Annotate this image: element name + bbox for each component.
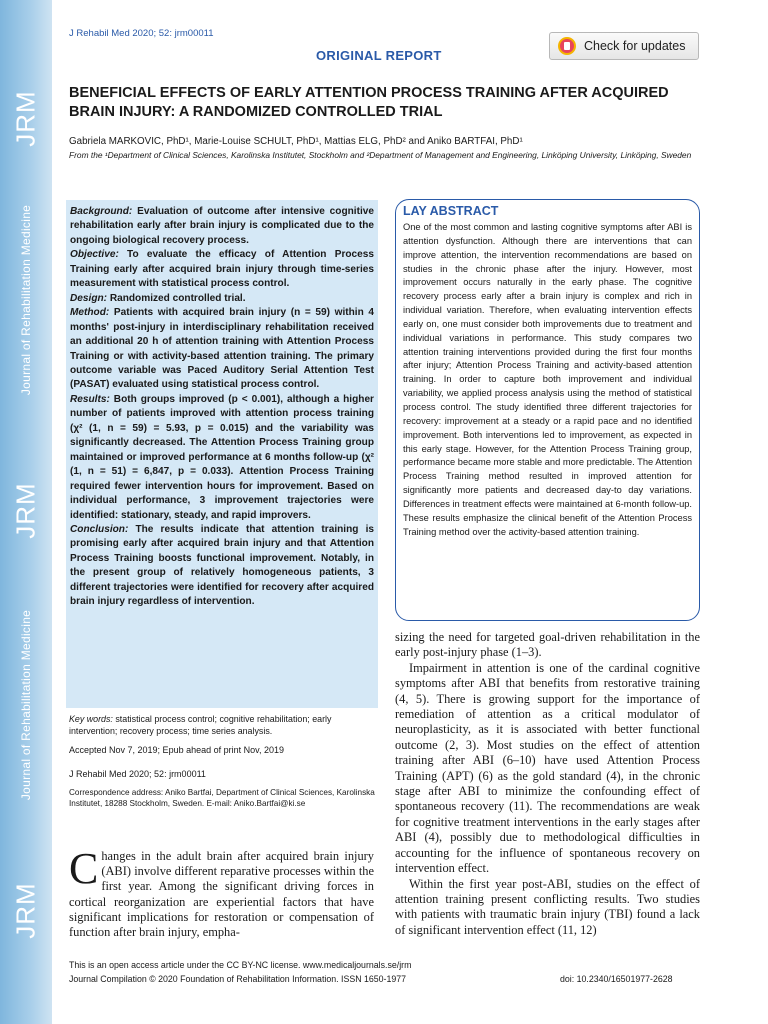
sidebar-jrm-logo: JRM bbox=[10, 89, 41, 147]
abstract-objective: Objective: To evaluate the efficacy of Attention Process Training early after acquired brain injury through time-series measurement with statistical process control. bbox=[70, 249, 374, 290]
sidebar-journal-name: Journal of Rehabilitation Medicine bbox=[19, 204, 33, 396]
body-right-column bbox=[395, 630, 700, 938]
body-paragraph: sizing the need for targeted goal-driven rehabilitation in the early post-injury phase (1–3). bbox=[395, 630, 700, 660]
license-note: This is an open access article under the CC BY-NC license. www.medicaljournals.se/jrm bbox=[69, 960, 412, 970]
journal-sidebar bbox=[0, 0, 52, 1024]
lay-abstract-box bbox=[395, 199, 700, 621]
keywords: Key words: statistical process control; cognitive rehabilitation; early intervention; recovery process; time series analysis. bbox=[69, 714, 332, 736]
header-citation: J Rehabil Med 2020; 52: jrm00011 bbox=[69, 28, 214, 39]
abstract-conclusion: Conclusion: The results indicate that attention training is promising early after acquired brain injury and that Attention Process Training boosts functional improvement. Notably, in the present group of relatively homogeneous patients, 3 different trajectories were identified for recovery after acquired brain injury regardless of intervention. bbox=[70, 523, 374, 608]
drop-cap: C bbox=[69, 844, 99, 893]
structured-abstract bbox=[66, 200, 378, 708]
citation: J Rehabil Med 2020; 52: jrm00011 bbox=[69, 769, 206, 779]
body-left-column: Changes in the adult brain after acquired brain injury (ABI) involve different reparative processes within the first year. Among the significant driving forces in cortical reorganization are experiential factors that have significant implications for restoration or compensation of function after brain injury, empha- bbox=[69, 844, 374, 940]
accepted-date: Accepted Nov 7, 2019; Epub ahead of print Nov, 2019 bbox=[69, 745, 284, 755]
sidebar-jrm-logo: JRM bbox=[10, 481, 41, 539]
article-title: BENEFICIAL EFFECTS OF EARLY ATTENTION PROCESS TRAINING AFTER ACQUIRED BRAIN INJURY: A RANDOMIZED CONTROLLED TRIAL bbox=[69, 85, 669, 120]
abstract-design: Design: Randomized controlled trial. bbox=[70, 292, 246, 304]
check-updates-button[interactable] bbox=[549, 32, 699, 60]
body-paragraph: Within the first year post-ABI, studies on the effect of attention training present conflicting results. Two studies with patients with traumatic brain injury (TBI) found a lack of significant intervention effect (11, 12) bbox=[395, 876, 700, 937]
correspondence-address: Correspondence address: Aniko Bartfai, Department of Clinical Sciences, Karolinska Institutet, 18288 Stockholm, Sweden. E-mail: Aniko.Bartfai@ki.se bbox=[69, 788, 375, 808]
article-affiliation: From the ¹Department of Clinical Sciences, Karolinska Institutet, Stockholm and ²Department of Management and Engineering, Linköping University, Linköping, Sweden bbox=[69, 150, 692, 160]
journal-compilation: Journal Compilation © 2020 Foundation of Rehabilitation Information. ISSN 1650-1977 bbox=[69, 974, 407, 984]
check-updates-label: Check for updates bbox=[584, 39, 686, 53]
sidebar-jrm-logo: JRM bbox=[10, 881, 41, 939]
body-paragraph: Impairment in attention is one of the cardinal cognitive symptoms after ABI that benefits from restorative training (4, 5). There is growing support for the importance of remediation of attention as a critical modulator of neuroplasticity, as it is associated with better functional outcome (2, 3). Most studies on the effect of attention training after ABI (6–10) have used Attention Process Training (APT) (6) as the gold standard (4), in the chronic stage after ABI to minimize the confounding effect of spontaneous recovery (11). The recommendations are weak for cognitive treatment interventions in the early stages after ABI (4), possibly due to methodological difficulties in accounting for the influence of spontaneous recovery on intervention effect. bbox=[395, 660, 700, 876]
abstract-method: Method: Patients with acquired brain injury (n = 59) within 4 months' post-injury in interdisciplinary rehabilitation received an additional 20 h of attention training with Attention Process Training or with activity-based attention training. The primary outcome variable was Paced Auditory Serial Attention Test (PASAT) evaluated using statistical process control. bbox=[70, 307, 374, 391]
abstract-results: Results: Both groups improved (p < 0.001), although a higher number of patients improved with attention process training (χ² (1, n = 59) = 5.93, p = 0.015) and the variability was significantly decreased. The Attention Process Training group maintained or improved performance at 6 months follow-up (χ² (1, n = 51) = 6,847, p = 0.033). Attention Process Training required fewer intervention hours for improvement. Based on individual performance, 3 improvement trajectories were identified: stationary, steady, and rapid improvers. bbox=[70, 393, 374, 521]
lay-abstract-text: One of the most common and lasting cognitive symptoms after ABI is attention dysfunction. Although there are interventions that can improve attention, the intervention recommendations are based on studies in the chronic phase after the injury. However, most improvement occurs naturally in the early phase. The cognitive recovery process early after a brain injury is complex and rich in individual variation. Therefore, when evaluating intervention effects early on, one must consider both improvements due to treatment and individual variations in performance. This study compares two attention training interventions provided during the first four months after injury; Attention Process Training and activity-based attention training. In order to capture both improvement and individual variability, we applied process analysis using the method of statistical process control. The study identified three different trajectories for recovery: improvement at a steady or a rapid pace and no identified improvement. Both interventions led to improvement, as expected in this early stage. However, for the Attention Process Training group, performance became more stable and more predictable. The Attention Process Training method resulted in improved attention for significantly more patients and decreased day-to day variations. Differences in treatment effects were maintained at 6-month follow-up. These results emphasize the clinical benefit of the Attention Process Training method over the activity-based attention training. bbox=[403, 222, 692, 537]
abstract-background: Background: Evaluation of outcome after intensive cognitive rehabilitation early after brain injury is complicated due to the ongoing biological recovery process. bbox=[70, 206, 374, 246]
sidebar-journal-name: Journal of Rehabilitation Medicine bbox=[19, 609, 33, 801]
report-type: ORIGINAL REPORT bbox=[316, 48, 442, 63]
article-authors: Gabriela MARKOVIC, PhD¹, Marie-Louise SCHULT, PhD¹, Mattias ELG, PhD² and Aniko BARTFAI, PhD¹ bbox=[69, 136, 523, 147]
doi: doi: 10.2340/16501977-2628 bbox=[560, 974, 673, 984]
lay-abstract-title: LAY ABSTRACT bbox=[403, 204, 499, 218]
bookmark-icon bbox=[558, 37, 576, 55]
